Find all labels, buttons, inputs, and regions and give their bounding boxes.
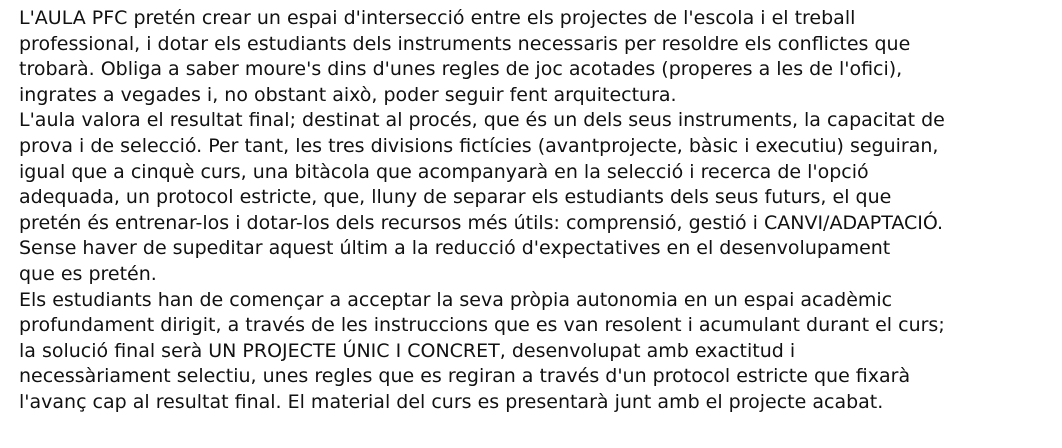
text-line: Els estudiants han de començar a acceptar la seva pròpia autonomia en un espai acadèmic	[19, 288, 893, 311]
text-line: l'avanç cap al resultat final. El material del curs es presentarà junt amb el projecte acabat.	[19, 390, 884, 413]
text-line: trobarà. Obliga a saber moure's dins d'unes regles de joc acotades (properes a les de l'ofici),	[19, 58, 903, 81]
text-line: que es pretén.	[19, 262, 157, 285]
text-line: L'aula valora el resultat final; destinat al procés, que és un dels seus instruments, la capacitat de	[19, 109, 945, 132]
paragraph-assessment	[19, 108, 1049, 287]
text-line: pretén és entrenar-los i dotar-los dels recursos més útils: comprensió, gestió i CANVI/ADAPTACIÓ.	[19, 211, 944, 234]
document-body	[19, 6, 1049, 416]
paragraph-autonomy	[19, 288, 1049, 416]
text-line: profundament dirigit, a través de les instruccions que es van resolent i acumulant durant el curs;	[19, 314, 945, 337]
text-line: L'AULA PFC pretén crear un espai d'intersecció entre els projectes de l'escola i el treball	[19, 7, 856, 29]
text-line: ingrates a vegades i, no obstant això, poder seguir fent arquitectura.	[19, 83, 677, 106]
text-line: igual que a cinquè curs, una bitàcola que acompanyarà en la selecció i recerca de l'opció	[19, 160, 869, 183]
paragraph-intro	[19, 6, 1049, 108]
text-line: necessàriament selectiu, unes regles que es regiran a través d'un protocol estricte que fixarà	[19, 365, 911, 388]
text-line: prova i de selecció. Per tant, les tres divisions fictícies (avantprojecte, bàsic i executiu) seguiran,	[19, 134, 939, 157]
text-line: professional, i dotar els estudiants dels instruments necessaris per resoldre els conflictes que	[19, 32, 911, 55]
text-line: adequada, un protocol estricte, que, lluny de separar els estudiants dels seus futurs, el que	[19, 186, 892, 209]
text-line: Sense haver de supeditar aquest últim a la reducció d'expectatives en el desenvolupament	[19, 237, 891, 260]
text-line: la solució final serà UN PROJECTE ÚNIC I CONCRET, desenvolupat amb exactitud i	[19, 339, 796, 362]
